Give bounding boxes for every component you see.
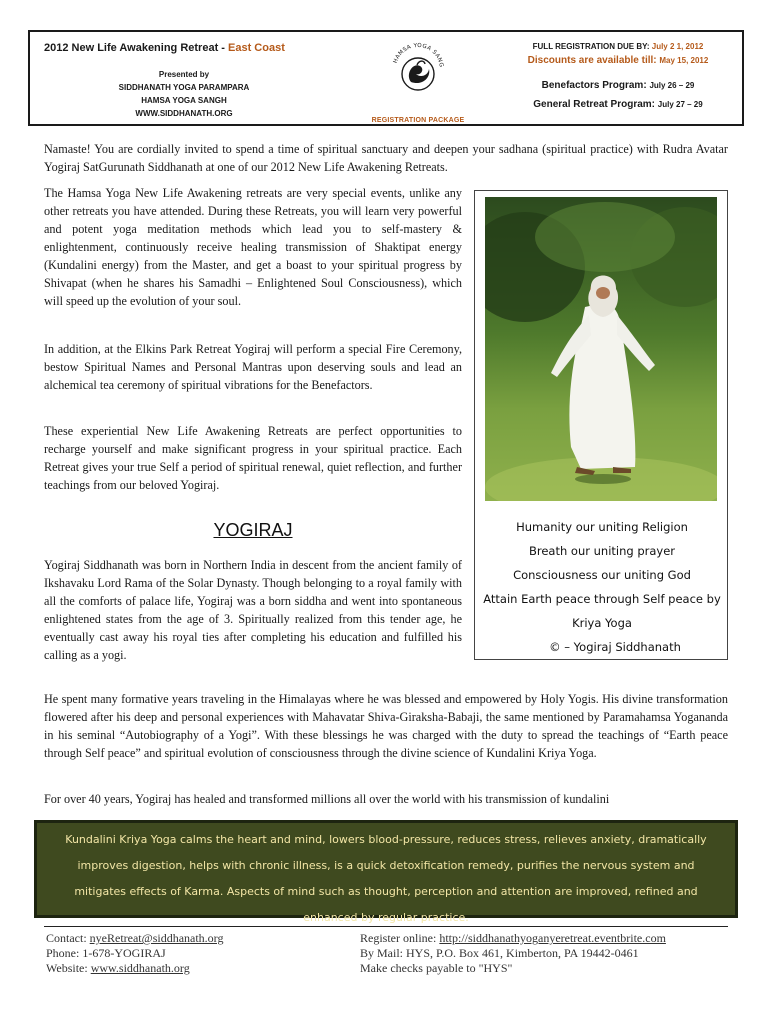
logo-block xyxy=(368,38,468,124)
footer xyxy=(44,926,728,987)
footer-register-column xyxy=(360,931,666,976)
website-label: Website: xyxy=(46,961,91,975)
presented-by-label: Presented by xyxy=(158,70,210,79)
yogiraj-heading: YOGIRAJ xyxy=(213,520,293,540)
due-date: July 2 1, 2012 xyxy=(651,42,704,51)
quote-line-1: Humanity our uniting Religion xyxy=(516,520,688,534)
quote-line-2: Breath our uniting prayer xyxy=(528,544,676,558)
register-line xyxy=(360,931,666,946)
quote-line-4: Attain Earth peace through Self peace by xyxy=(483,592,721,606)
discount-date: May 15, 2012 xyxy=(659,56,709,65)
registration-due xyxy=(508,42,728,51)
general-program xyxy=(508,99,728,110)
website-line xyxy=(46,961,223,976)
website-link[interactable]: www.siddhanath.org xyxy=(90,961,190,975)
header-box xyxy=(28,30,744,126)
org-name-2: HAMSA YOGA SANGH xyxy=(141,96,227,105)
org-website: WWW.SIDDHANATH.ORG xyxy=(135,109,233,118)
presenter-block xyxy=(44,68,324,120)
contact-line xyxy=(46,931,223,946)
header-left xyxy=(44,42,344,120)
general-dates: July 27 – 29 xyxy=(657,100,703,109)
experiential-paragraph: These experiential New Life Awakening Retreats are perfect opportunities to recharge yourself and make significant progress in your spiritual practice. Each Retreat gives your true Self a period of spiritual renewal, quiet reflection, and further teachings from our beloved Yogiraj. xyxy=(44,424,462,492)
himalayas-paragraph: He spent many formative years traveling in the Himalayas where he was blessed and empowered by Holy Yogis. His divine transformation flowered after his deep and personal experiences with Mahavatar Shiva-Giraksha-Babaji, the same mentioned by Paramahamsa Yogananda in his seminal “Autobiography of a Yogi”. With these blessings he was charged with the duty to spread the teachings of “Earth peace through Self peace” and spiritual evolution of consciousness through the divine science of Kundalini Kriya Yoga. xyxy=(44,692,728,760)
forty-years-paragraph: For over 40 years, Yogiraj has healed and transformed millions all over the world with his transmission of kundalini xyxy=(44,792,610,806)
mail-address-line: By Mail: HYS, P.O. Box 461, Kimberton, PA 19442-0461 xyxy=(360,946,639,960)
photo-quote-box xyxy=(474,190,728,660)
yogiraj-bio-paragraph: Yogiraj Siddhanath was born in Northern India in descent from the ancient family of Ikshavaku Lord Rama of the Solar Dynasty. Though belonging to a royal family with all the comforts of palace life, Yogiraj was a born siddha and went into spontaneous enlightened states from the age of 3. Spiritually realized from this tender age, he eventually cast away his royal ties after completing his education and fulfilled his calling as a yogi. xyxy=(44,558,462,662)
discount-line xyxy=(508,55,728,66)
footer-contact-column xyxy=(46,931,223,976)
logo-arc-text: HAMSA YOGA SANG xyxy=(392,42,445,68)
retreat-title-main: 2012 New Life Awakening Retreat - xyxy=(44,42,229,54)
hamsa-swan-logo-icon xyxy=(387,38,449,100)
retreat-title-coast: East Coast xyxy=(228,42,285,54)
benefactors-label: Benefactors Program: xyxy=(541,80,650,91)
registration-package-label: REGISTRATION PACKAGE xyxy=(371,117,465,124)
org-name-1: SIDDHANATH YOGA PARAMPARA xyxy=(118,83,250,92)
contact-email-link[interactable]: nyeRetreat@siddhanath.org xyxy=(89,931,224,945)
svg-text:HAMSA YOGA SANGH xyxy=(387,38,444,68)
elkins-park-paragraph: In addition, at the Elkins Park Retreat Yogiraj will perform a special Fire Ceremony, bestow Spiritual Names and Personal Mantras upon deserving souls and lead an alchemical tea ceremony of spiritual vibrations for the Benefactors. xyxy=(44,342,462,392)
benefactors-dates: July 26 – 29 xyxy=(649,81,695,90)
general-label: General Retreat Program: xyxy=(533,99,658,110)
register-label: Register online: xyxy=(360,931,440,945)
retreat-title xyxy=(44,42,344,54)
kriya-yoga-quote xyxy=(475,515,729,659)
due-label: FULL REGISTRATION DUE BY: xyxy=(532,42,652,51)
kriya-benefits-banner: Kundalini Kriya Yoga calms the heart and mind, lowers blood-pressure, reduces stress, relieves anxiety, dramatically improves digestion, helps with chronic illness, is a quick detoxification remedy, purifies the nervous system and mitigates effects of Karma. Aspects of mind such as thought, perception and attention are improved, refined and enhanced by regular practice. xyxy=(34,820,738,918)
quote-signature: © – Yogiraj Siddhanath xyxy=(549,640,681,654)
header-right xyxy=(508,42,728,110)
benefactors-program xyxy=(508,80,728,91)
quote-line-3: Consciousness our uniting God xyxy=(513,568,691,582)
retreat-description-paragraph: The Hamsa Yoga New Life Awakening retreats are very special events, unlike any other retreats you have attended. During these Retreats, you will learn very powerful and potent yoga meditation methods which lead you to self-mastery & enlightenment, continuously receive healing transmission of Shaktipat energy (Kundalini energy) from the Master, and get a boast to your spiritual progress by Shivapat (when he shares his Samadhi – Enlightened Soul Consciousness), which will speed up the evolution of your soul. xyxy=(44,186,462,308)
register-link[interactable]: http://siddhanathyoganyeretreat.eventbrite.com xyxy=(439,931,666,945)
intro-paragraph: Namaste! You are cordially invited to spend a time of spiritual sanctuary and deepen your sadhana (spiritual practice) with Rudra Avatar Yogiraj SatGurunath Siddhanath at one of our 2012 New Life Awakening Retreats. xyxy=(44,142,728,174)
discount-label: Discounts are available till: xyxy=(527,55,660,66)
yogiraj-photo xyxy=(485,197,717,501)
contact-label: Contact: xyxy=(46,931,90,945)
phone-line: Phone: 1-678-YOGIRAJ xyxy=(46,946,166,960)
checks-payable-line: Make checks payable to "HYS" xyxy=(360,961,513,975)
quote-line-5: Kriya Yoga xyxy=(572,616,632,630)
